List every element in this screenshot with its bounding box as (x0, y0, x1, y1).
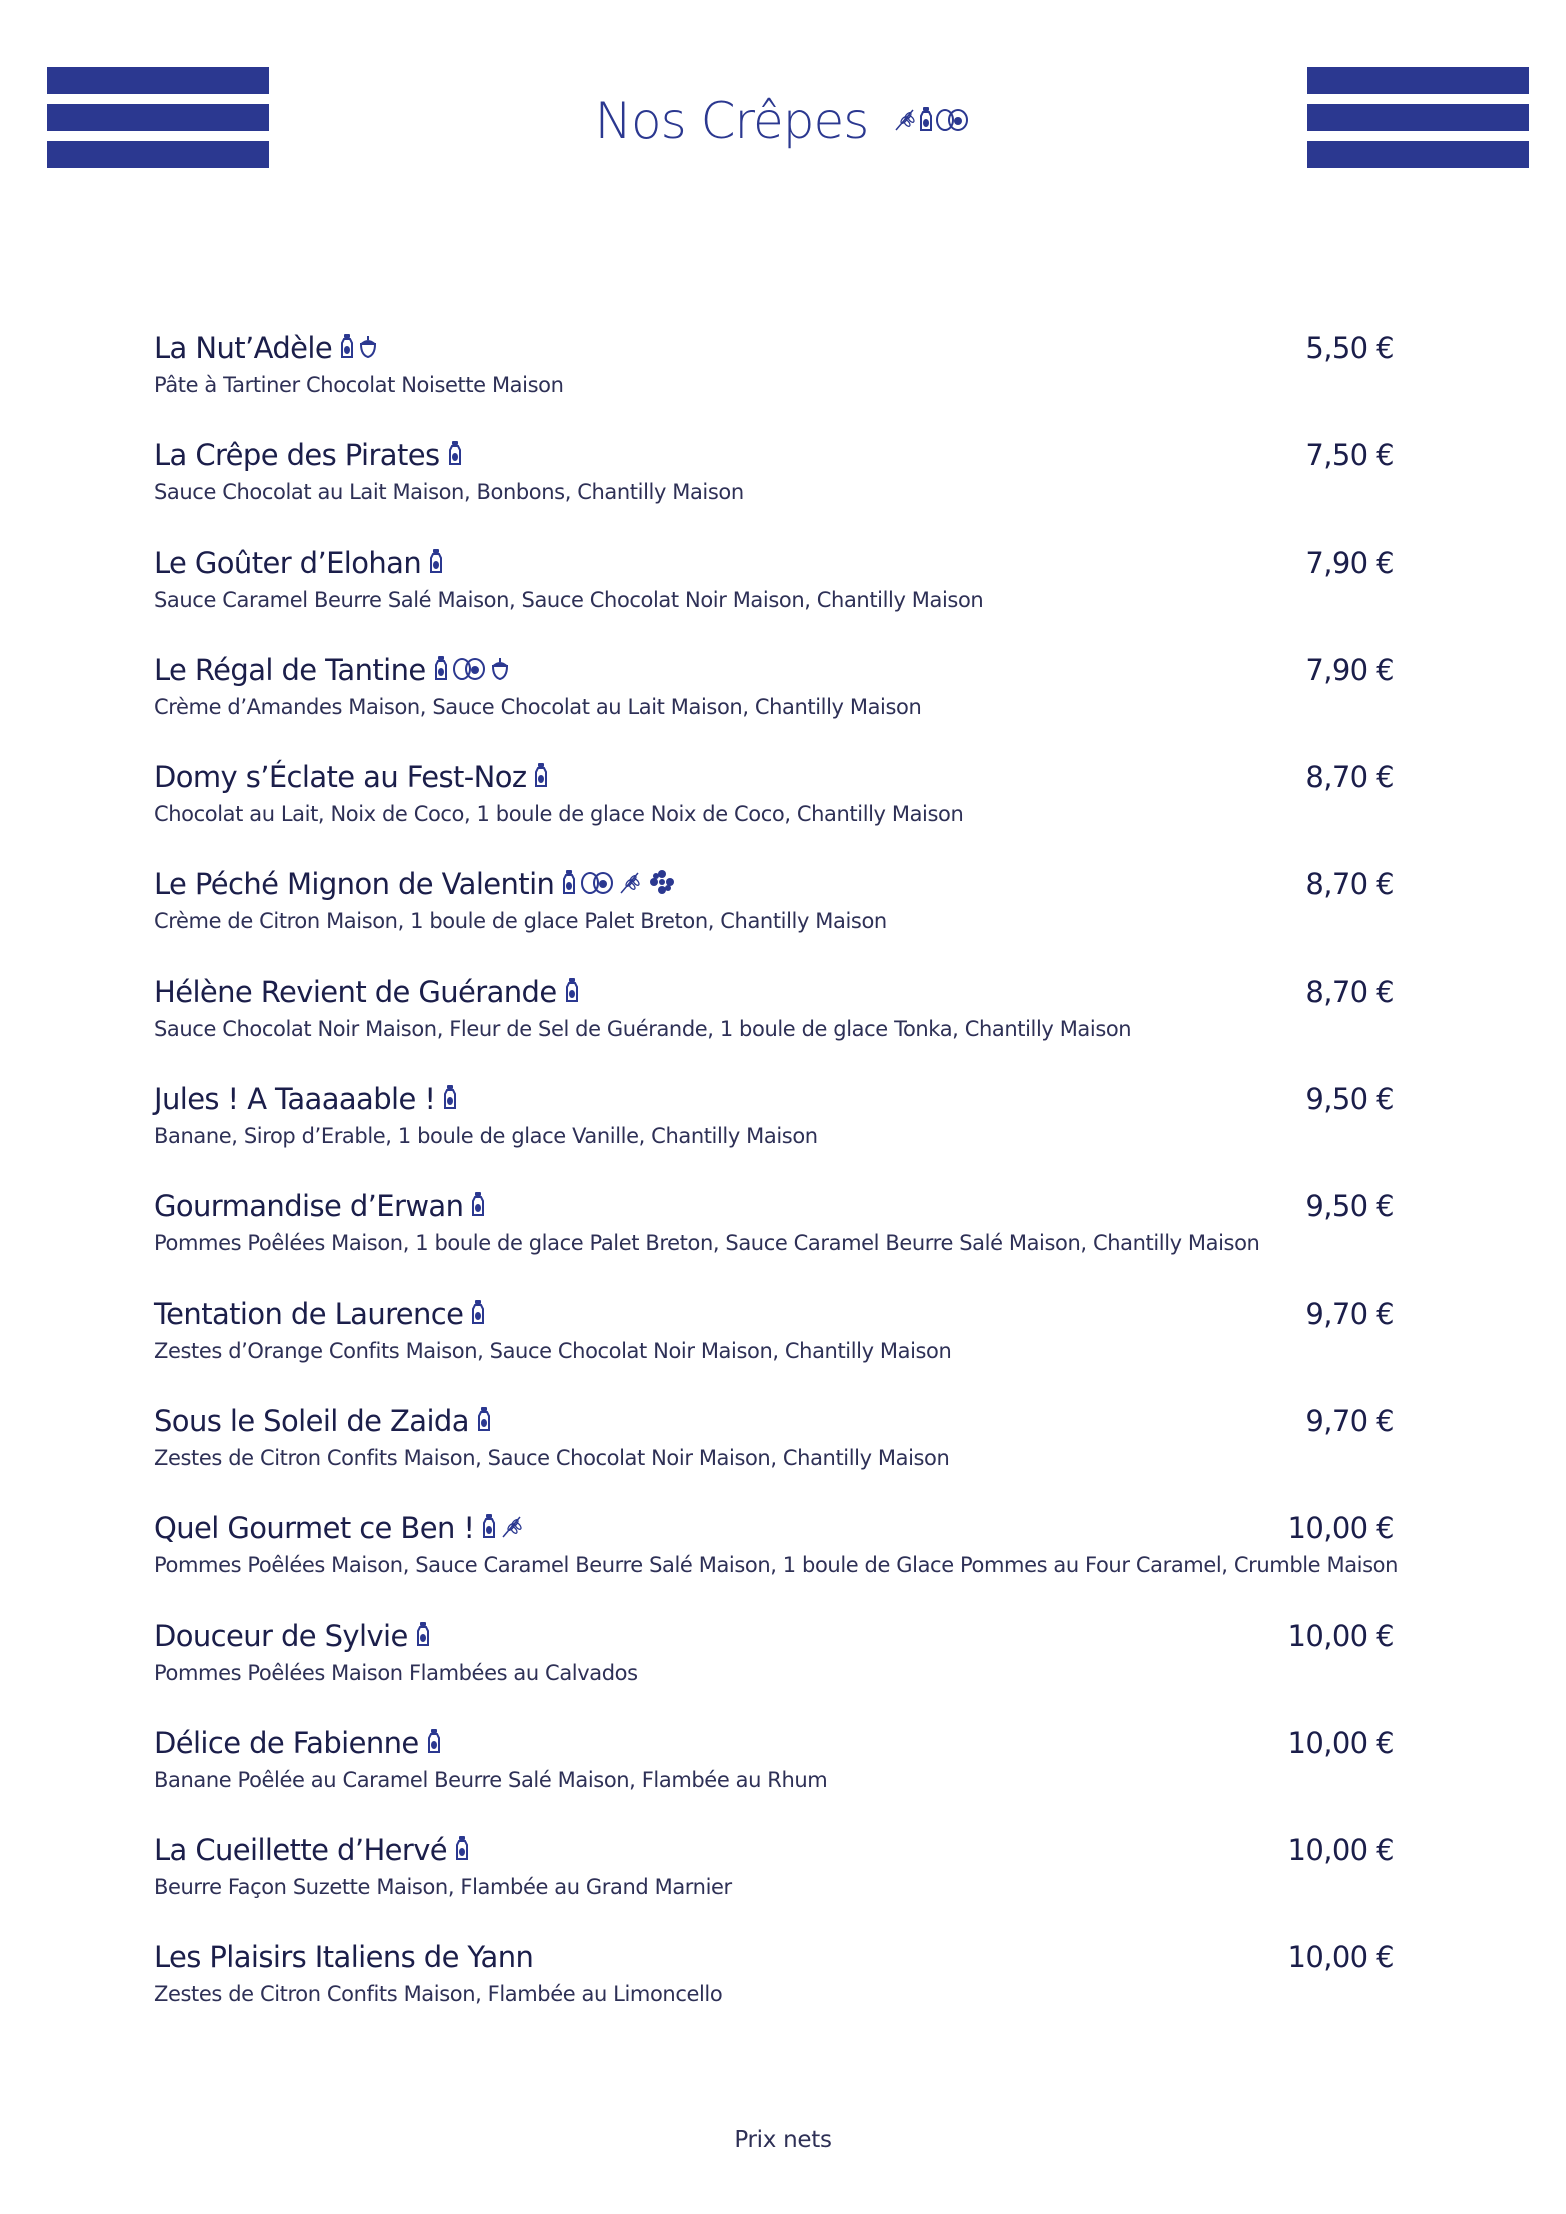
menu-item (154, 756, 1394, 863)
menu-item-name: La Nut’Adèle (154, 331, 333, 365)
page-header (0, 92, 1566, 150)
menu-item-header (154, 1400, 1394, 1442)
menu-item-description: Chocolat au Lait, Noix de Coco, 1 boule de glace Noix de Coco, Chantilly Maison (154, 802, 964, 827)
menu-item-name: Jules ! A Taaaaable ! (154, 1082, 436, 1117)
stripe (47, 67, 269, 94)
menu-item (154, 649, 1394, 756)
menu-item-description: Zestes d’Orange Confits Maison, Sauce Chocolat Noir Maison, Chantilly Maison (154, 1338, 952, 1363)
wheat-icon (618, 869, 642, 899)
allergen-icons (471, 1191, 485, 1221)
menu-item-header (154, 327, 1394, 369)
menu-item-price: 8,70 € (1305, 867, 1394, 902)
menu-item-name: Hélène Revient de Guérande (154, 974, 557, 1009)
egg-icon (452, 655, 486, 685)
menu-item-header (154, 1829, 1394, 1871)
menu-item-price: 7,50 € (1305, 438, 1394, 473)
milk-bottle-icon (482, 1513, 496, 1543)
hazelnut-icon (358, 333, 378, 363)
allergen-icons (562, 869, 678, 899)
crepe-menu-list (154, 327, 1398, 2044)
menu-item (154, 1722, 1394, 1829)
menu-item-header (154, 971, 1394, 1013)
menu-item-name: Sous le Soleil de Zaida (154, 1403, 469, 1438)
menu-item (154, 1293, 1394, 1400)
menu-item-name: Gourmandise d’Erwan (154, 1189, 464, 1224)
menu-item (154, 434, 1394, 541)
flower-icon (646, 869, 678, 899)
wheat-icon (500, 1513, 524, 1543)
menu-item-name: Quel Gourmet ce Ben ! (154, 1511, 475, 1546)
menu-item-name: Le Goûter d’Elohan (154, 545, 422, 580)
milk-bottle-icon (443, 1084, 457, 1114)
menu-item-price: 9,70 € (1305, 1403, 1394, 1438)
menu-item (154, 1185, 1394, 1292)
milk-bottle-icon (477, 1406, 491, 1436)
milk-bottle-icon (919, 106, 933, 136)
menu-item-name: Douceur de Sylvie (154, 1618, 408, 1653)
allergen-legend (893, 106, 971, 136)
menu-item-description: Sauce Chocolat Noir Maison, Fleur de Sel de Guérande, 1 boule de glace Tonka, Chantilly Maison (154, 1016, 1132, 1041)
menu-item-description: Zestes de Citron Confits Maison, Sauce Chocolat Noir Maison, Chantilly Maison (154, 1445, 950, 1470)
menu-item (154, 1829, 1394, 1936)
milk-bottle-icon (471, 1191, 485, 1221)
menu-item-header (154, 1293, 1394, 1335)
menu-item-description: Sauce Caramel Beurre Salé Maison, Sauce Chocolat Noir Maison, Chantilly Maison (154, 587, 984, 612)
page-title: Nos Crêpes (594, 92, 869, 150)
menu-item-name: Le Régal de Tantine (154, 652, 426, 687)
allergen-icons (448, 440, 462, 470)
menu-item-name: Délice de Fabienne (154, 1725, 419, 1760)
milk-bottle-icon (562, 869, 576, 899)
menu-item (154, 1936, 1394, 2043)
menu-item-price: 8,70 € (1305, 974, 1394, 1009)
wheat-icon (893, 106, 917, 136)
menu-item-name: Domy s’Éclate au Fest-Noz (154, 760, 527, 795)
allergen-icons (565, 977, 579, 1007)
menu-item-name: La Crêpe des Pirates (154, 438, 440, 473)
menu-item (154, 542, 1394, 649)
menu-item-price: 5,50 € (1305, 331, 1394, 365)
menu-item-price: 10,00 € (1287, 1618, 1394, 1653)
menu-item-description: Pommes Poêlées Maison Flambées au Calvados (154, 1660, 638, 1685)
menu-item-description: Sauce Chocolat au Lait Maison, Bonbons, Chantilly Maison (154, 480, 744, 505)
milk-bottle-icon (565, 977, 579, 1007)
menu-item-header (154, 649, 1394, 691)
egg-icon (935, 106, 969, 136)
egg-icon (580, 869, 614, 899)
milk-bottle-icon (340, 333, 354, 363)
menu-item (154, 1507, 1398, 1614)
milk-bottle-icon (427, 1728, 441, 1758)
milk-bottle-icon (455, 1835, 469, 1865)
milk-bottle-icon (534, 762, 548, 792)
menu-item-description: Crème de Citron Maison, 1 boule de glace Palet Breton, Chantilly Maison (154, 909, 887, 934)
menu-item-price: 10,00 € (1287, 1511, 1394, 1546)
allergen-icons (429, 548, 443, 578)
menu-item-header (154, 434, 1394, 476)
allergen-icons (482, 1513, 524, 1543)
menu-item-price: 10,00 € (1287, 1940, 1394, 1975)
menu-item (154, 1400, 1394, 1507)
menu-item-header (154, 756, 1394, 798)
menu-item-description: Zestes de Citron Confits Maison, Flambée au Limoncello (154, 1982, 723, 2007)
menu-item-description: Banane Poêlée au Caramel Beurre Salé Maison, Flambée au Rhum (154, 1767, 828, 1792)
allergen-icons (427, 1728, 441, 1758)
milk-bottle-icon (416, 1621, 430, 1651)
menu-item-price: 7,90 € (1305, 652, 1394, 687)
allergen-icons (434, 655, 510, 685)
menu-item-header (154, 1722, 1394, 1764)
hazelnut-icon (490, 655, 510, 685)
menu-item-price: 9,50 € (1305, 1189, 1394, 1224)
menu-item-name: Tentation de Laurence (154, 1296, 464, 1331)
milk-bottle-icon (448, 440, 462, 470)
menu-item (154, 1078, 1394, 1185)
milk-bottle-icon (471, 1299, 485, 1329)
menu-item-description: Banane, Sirop d’Erable, 1 boule de glace Vanille, Chantilly Maison (154, 1124, 818, 1149)
menu-item-description: Pommes Poêlées Maison, 1 boule de glace Palet Breton, Sauce Caramel Beurre Salé Maison, Chantilly Maison (154, 1231, 1260, 1256)
allergen-icons (416, 1621, 430, 1651)
footer-note: Prix nets (734, 2127, 832, 2153)
menu-item-description: Pommes Poêlées Maison, Sauce Caramel Beurre Salé Maison, 1 boule de Glace Pommes au Four Caramel, Crumble Maison (154, 1553, 1398, 1578)
menu-item-price: 10,00 € (1287, 1725, 1394, 1760)
stripe (1307, 67, 1529, 94)
menu-item-name: Les Plaisirs Italiens de Yann (154, 1940, 534, 1975)
menu-item-header (154, 1936, 1394, 1978)
menu-item-price: 9,50 € (1305, 1082, 1394, 1117)
menu-item-price: 8,70 € (1305, 760, 1394, 795)
menu-item-header (154, 1185, 1394, 1227)
allergen-icons (477, 1406, 491, 1436)
menu-item (154, 327, 1394, 434)
allergen-icons (455, 1835, 469, 1865)
menu-item-description: Crème d’Amandes Maison, Sauce Chocolat au Lait Maison, Chantilly Maison (154, 694, 922, 719)
menu-item-description: Pâte à Tartiner Chocolat Noisette Maison (154, 373, 564, 397)
menu-item-price: 7,90 € (1305, 545, 1394, 580)
menu-item-header (154, 1507, 1394, 1549)
menu-item-name: Le Péché Mignon de Valentin (154, 867, 555, 902)
menu-item (154, 971, 1394, 1078)
menu-item-header (154, 1615, 1394, 1657)
menu-item-description: Beurre Façon Suzette Maison, Flambée au Grand Marnier (154, 1875, 732, 1900)
menu-item (154, 863, 1394, 970)
menu-item-header (154, 542, 1394, 584)
menu-item-price: 9,70 € (1305, 1296, 1394, 1331)
allergen-icons (534, 762, 548, 792)
menu-item-name: La Cueillette d’Hervé (154, 1833, 448, 1868)
menu-item-price: 10,00 € (1287, 1833, 1394, 1868)
milk-bottle-icon (429, 548, 443, 578)
menu-item (154, 1615, 1394, 1722)
allergen-icons (443, 1084, 457, 1114)
milk-bottle-icon (434, 655, 448, 685)
allergen-icons (471, 1299, 485, 1329)
allergen-icons (340, 333, 378, 363)
menu-item-header (154, 863, 1394, 905)
menu-item-header (154, 1078, 1394, 1120)
